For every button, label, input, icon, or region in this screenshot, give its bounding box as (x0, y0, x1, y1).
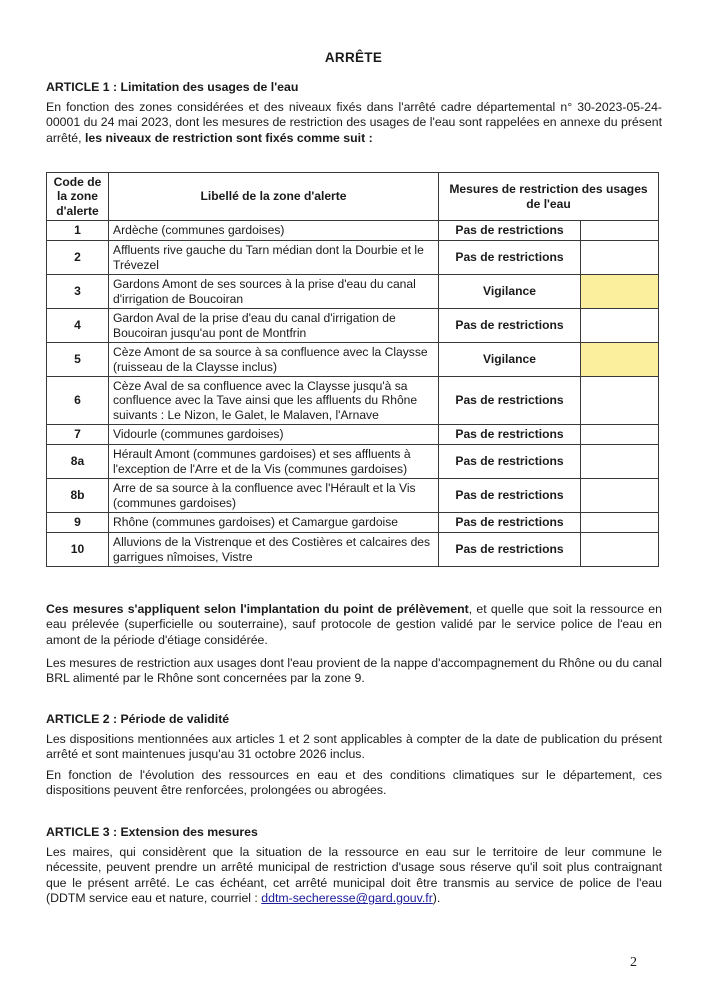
article-3-text-end: ). (432, 891, 441, 906)
zone-level-indicator (581, 513, 659, 533)
zone-label: Gardon Aval de la prise d'eau du canal d'irrigation de Boucoiran jusqu'au pont de Montfrin (109, 309, 439, 343)
page-title: ARRÊTE (324, 50, 383, 65)
zone-label: Hérault Amont (communes gardoises) et ses affluents à l'exception de l'Arre et de la Vis (communes gardoises) (109, 445, 439, 479)
zone-measure: Pas de restrictions (439, 513, 581, 533)
zone-code: 8a (47, 445, 109, 479)
zone-level-indicator (581, 309, 659, 343)
application-paragraph (46, 602, 662, 648)
header-measures: Mesures de restriction des usages de l'eau (439, 173, 659, 221)
zone-code: 10 (47, 533, 109, 567)
zone-label: Vidourle (communes gardoises) (109, 425, 439, 445)
zone-code: 8b (47, 479, 109, 513)
zone-code: 4 (47, 309, 109, 343)
table-header-row (47, 173, 659, 221)
zone-measure: Pas de restrictions (439, 309, 581, 343)
zone-code: 5 (47, 343, 109, 377)
zone-measure: Pas de restrictions (439, 445, 581, 479)
table-row (47, 241, 659, 275)
article-1-intro-text: En fonction des zones considérées et des niveaux fixés dans l'arrêté cadre départemental n° 30-2023-05-24-00001 du 24 mai 2023, dont les mesures de restriction des usages de l'eau sont rappelées en annexe du présent arrêté, (46, 100, 662, 145)
header-label: Libellé de la zone d'alerte (109, 173, 439, 221)
zone-measure: Vigilance (439, 275, 581, 309)
table-row (47, 445, 659, 479)
alert-zones-table (46, 172, 659, 567)
zone-label: Cèze Amont de sa source à sa confluence avec la Claysse (ruisseau de la Claysse inclus) (109, 343, 439, 377)
zone-code: 1 (47, 221, 109, 241)
zone-label: Affluents rive gauche du Tarn médian dont la Dourbie et le Trévezel (109, 241, 439, 275)
article-3-heading: ARTICLE 3 : Extension des mesures (46, 825, 258, 839)
table-body (47, 221, 659, 567)
table-row (47, 425, 659, 445)
zone-label: Ardèche (communes gardoises) (109, 221, 439, 241)
page-number: 2 (630, 955, 637, 970)
article-1-heading: ARTICLE 1 : Limitation des usages de l'eau (46, 80, 299, 94)
zone-label: Gardons Amont de ses sources à la prise d'eau du canal d'irrigation de Boucoiran (109, 275, 439, 309)
email-link[interactable]: ddtm-secheresse@gard.gouv.fr (261, 891, 433, 906)
table-row (47, 479, 659, 513)
article-3-text: Les maires, qui considèrent que la situation de la ressource en eau sur le territoire de leur commune le nécessite, peuvent prendre un arrêté municipal de restriction d'usage sous réserve qu'il soit plus contraignant que le présent arrêté. Le cas échéant, cet arrêté municipal doit être transmis au service de police de l'eau (DDTM service eau et nature, courriel : (46, 845, 662, 906)
zone-level-indicator (581, 377, 659, 425)
table-row (47, 275, 659, 309)
zone-measure: Pas de restrictions (439, 479, 581, 513)
rhone-paragraph: Les mesures de restriction aux usages dont l'eau provient de la nappe d'accompagnement du Rhône ou du canal BRL alimenté par le Rhône sont concernées par la zone 9. (46, 656, 662, 686)
table-row (47, 343, 659, 377)
zone-code: 7 (47, 425, 109, 445)
zone-level-indicator (581, 343, 659, 377)
header-code: Code de la zone d'alerte (47, 173, 109, 221)
zone-code: 9 (47, 513, 109, 533)
article-2-p1: Les dispositions mentionnées aux articles 1 et 2 sont applicables à compter de la date de publication du présent arrêté et sont maintenues jusqu'au 31 octobre 2026 inclus. (46, 732, 662, 762)
table-row (47, 377, 659, 425)
article-2-p2: En fonction de l'évolution des ressources en eau et des conditions climatiques sur le département, ces dispositions peuvent être renforcées, prolongées ou abrogées. (46, 768, 662, 798)
application-text: , et quelle que soit la ressource en eau prélevée (superficielle ou souterraine), sauf protocole de gestion validé par le service police de l'eau en amont de la période d'étiage considérée. (46, 602, 662, 647)
table-row (47, 309, 659, 343)
zone-label: Cèze Aval de sa confluence avec la Claysse jusqu'à sa confluence avec la Tave ainsi que les affluents du Rhône suivants : Le Nizon, le Galet, le Malaven, l'Arnave (109, 377, 439, 425)
table-row (47, 513, 659, 533)
zone-level-indicator (581, 425, 659, 445)
zone-measure: Vigilance (439, 343, 581, 377)
article-1-intro-bold: les niveaux de restriction sont fixés comme suit : (84, 130, 373, 145)
zone-code: 6 (47, 377, 109, 425)
zone-level-indicator (581, 221, 659, 241)
zone-measure: Pas de restrictions (439, 425, 581, 445)
article-1-intro (46, 100, 662, 146)
zone-label: Rhône (communes gardoises) et Camargue gardoise (109, 513, 439, 533)
zone-level-indicator (581, 533, 659, 567)
zone-measure: Pas de restrictions (439, 221, 581, 241)
zone-code: 3 (47, 275, 109, 309)
table-row (47, 533, 659, 567)
zone-measure: Pas de restrictions (439, 377, 581, 425)
zone-level-indicator (581, 479, 659, 513)
application-bold: Ces mesures s'appliquent selon l'implantation du point de prélèvement (46, 602, 469, 616)
zone-code: 2 (47, 241, 109, 275)
article-3-p1 (46, 845, 662, 907)
zone-measure: Pas de restrictions (439, 533, 581, 567)
table-row (47, 221, 659, 241)
article-2-heading: ARTICLE 2 : Période de validité (46, 712, 230, 726)
zone-measure: Pas de restrictions (439, 241, 581, 275)
zone-level-indicator (581, 241, 659, 275)
zone-level-indicator (581, 275, 659, 309)
zone-label: Alluvions de la Vistrenque et des Costières et calcaires des garrigues nîmoises, Vistre (109, 533, 439, 567)
zone-level-indicator (581, 445, 659, 479)
zone-label: Arre de sa source à la confluence avec l'Hérault et la Vis (communes gardoises) (109, 479, 439, 513)
